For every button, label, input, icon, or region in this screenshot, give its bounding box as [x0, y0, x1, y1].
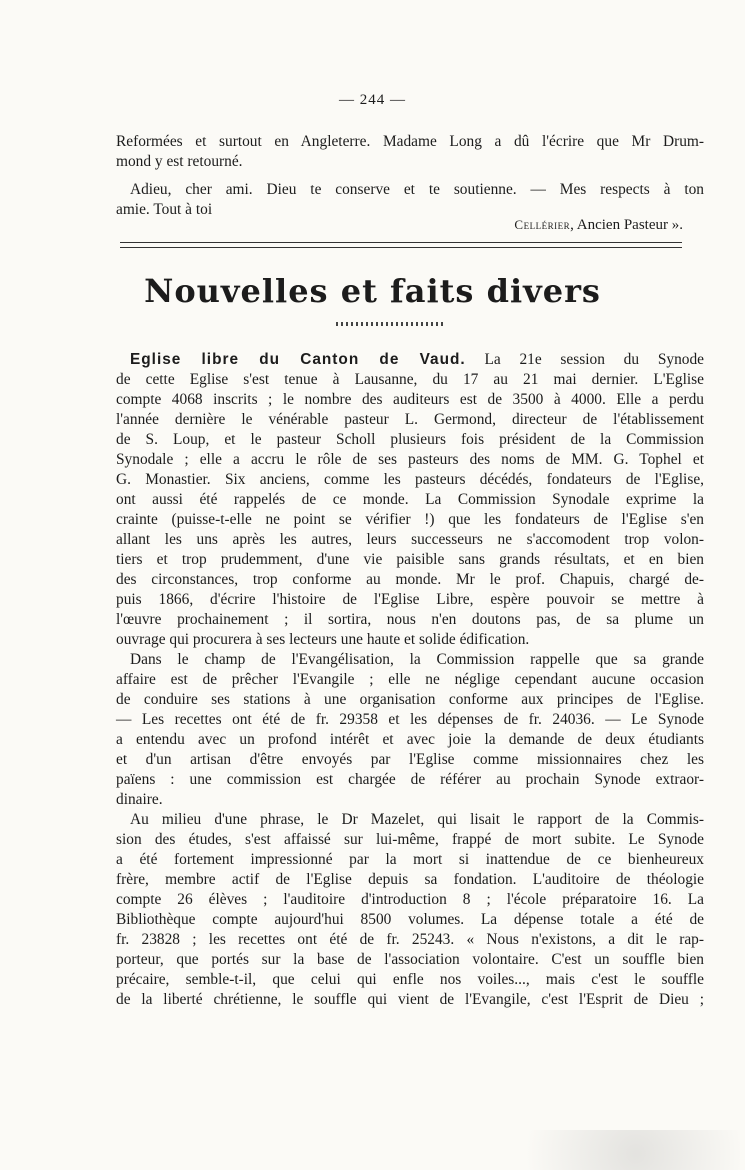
title-ornament — [336, 322, 446, 326]
text-line: Dans le champ de l'Evangélisation, la Commission rappelle que sa grande — [130, 651, 704, 668]
section-title: Nouvelles et faits divers — [144, 272, 601, 310]
text-line: précaire, semble-t-il, que celui qui enfle nos voiles..., mais c'est le souffle — [116, 971, 704, 988]
signature-title: , Ancien Pasteur ». — [570, 217, 683, 233]
text-line: sion des études, s'est affaissé sur lui-même, frappé de mort subite. Le Synode — [116, 831, 704, 848]
text-line: compte 4068 inscrits ; le nombre des auditeurs est de 3500 à 4000. Elle a perdu — [116, 391, 704, 408]
text-line: Adieu, cher ami. Dieu te conserve et te soutienne. — Mes respects à ton — [130, 181, 704, 198]
text-line: allant les uns après les autres, leurs successeurs ne s'accomodent trop volon- — [116, 531, 704, 548]
text-line: des circonstances, trop conforme au monde. Mr le prof. Chapuis, chargé de- — [116, 571, 704, 588]
text-line — [116, 350, 704, 370]
text-line: ont aussi été rappelés de ce monde. La Commission Synodale exprime la — [116, 491, 704, 508]
text-line: de conduire ses stations à une organisation conforme aux principes de l'Eglise. — [116, 691, 704, 708]
text-line: — Les recettes ont été de fr. 29358 et les dépenses de fr. 24036. — Le Synode — [116, 711, 704, 728]
text-line: ouvrage qui procurera à ses lecteurs une haute et solide édification. — [116, 631, 530, 648]
text-line: l'œuvre prochainement ; il sortira, nous n'en doutons pas, de sa plume un — [116, 611, 704, 628]
text-line: Reformées et surtout en Angleterre. Madame Long a dû l'écrire que Mr Drum- — [116, 133, 704, 150]
text-line: de la liberté chrétienne, le souffle qui vient de l'Evangile, c'est l'Esprit de Dieu ; — [116, 991, 704, 1008]
text-line: fr. 23828 ; les recettes ont été de fr. 25243. « Nous n'existons, a dit le rap- — [116, 931, 704, 948]
signature-name: Cellérier — [514, 217, 571, 232]
section-divider — [120, 242, 682, 248]
text-line: Bibliothèque compte aujourd'hui 8500 volumes. La dépense totale a été de — [116, 911, 704, 928]
text-line: de cette Eglise s'est tenue à Lausanne, du 17 au 21 mai dernier. L'Eglise — [116, 371, 704, 388]
text-line: mond y est retourné. — [116, 153, 243, 170]
text-line-content: La 21e session du Synode — [484, 351, 704, 368]
text-line: affaire est de prêcher l'Evangile ; elle ne néglige cependant aucune occasion — [116, 671, 704, 688]
text-line: Synodale ; elle a accru le rôle de ses pasteurs des noms de MM. G. Tophel et — [116, 451, 704, 468]
text-line: frère, membre actif de l'Eglise depuis sa fondation. L'auditoire de théologie — [116, 871, 704, 888]
text-line: dinaire. — [116, 791, 163, 808]
paper-stain — [480, 1130, 740, 1170]
text-line: païens : une commission est chargée de référer au prochain Synode extraor- — [116, 771, 704, 788]
section-heading: Eglise libre du Canton de Vaud. — [130, 351, 466, 368]
signature — [514, 217, 683, 234]
text-line: amie. Tout à toi — [116, 201, 213, 218]
text-line: puis 1866, d'écrire l'histoire de l'Eglise Libre, espère pouvoir se mettre à — [116, 591, 704, 608]
text-line: compte 26 élèves ; l'auditoire d'introduction 8 ; l'école préparatoire 16. La — [116, 891, 704, 908]
page-number: — 244 — — [339, 92, 406, 108]
text-line: crainte (puisse-t-elle ne point se vérifier !) que les fondateurs de l'Eglise s'en — [116, 511, 704, 528]
intro-paragraph — [116, 132, 704, 220]
text-line: tiers et trop prudemment, d'une vie paisible sans grands résultats, et en bien — [116, 551, 704, 568]
text-line: l'année dernière le vénérable pasteur L. Germond, directeur de l'établissement — [116, 411, 704, 428]
text-line: et d'un artisan d'être envoyés par l'Eglise comme missionnaires chez les — [116, 751, 704, 768]
text-line: porteur, que portés sur la base de l'association volontaire. C'est un souffle bien — [116, 951, 704, 968]
text-line: a entendu avec un profond intérêt et avec joie la demande de deux étudiants — [116, 731, 704, 748]
text-line: Au milieu d'une phrase, le Dr Mazelet, qui lisait le rapport de la Commis- — [130, 811, 704, 828]
text-line: a été fortement impressionné par la mort si inattendue de ce bienheureux — [116, 851, 704, 868]
text-line: de S. Loup, et le pasteur Scholl plusieurs fois président de la Commission — [116, 431, 704, 448]
text-line: G. Monastier. Six anciens, comme les pasteurs décédés, fondateurs de l'Eglise, — [116, 471, 704, 488]
news-body — [116, 350, 704, 1010]
